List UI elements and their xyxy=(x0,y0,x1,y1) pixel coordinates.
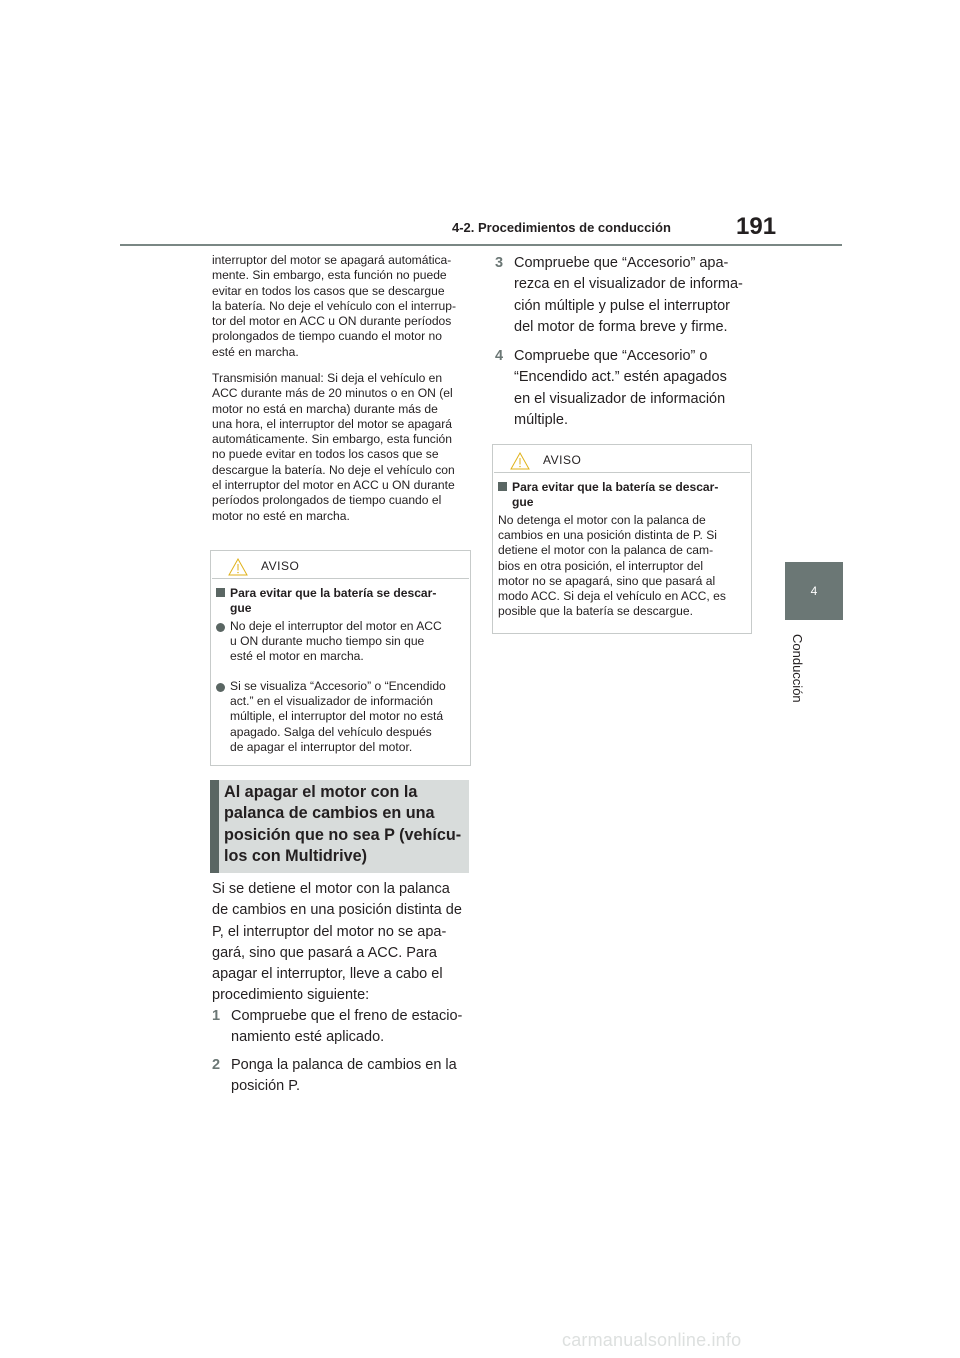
warning-icon xyxy=(510,452,530,470)
text-line: múltiple, el interruptor del motor no está xyxy=(230,709,444,724)
text-line: tor del motor en ACC u ON durante períodos xyxy=(212,314,452,329)
text-line: motor no esté en marcha. xyxy=(212,508,350,523)
watermark: carmanualsonline.info xyxy=(562,1330,742,1350)
text-line: namiento esté aplicado. xyxy=(231,1029,385,1046)
header-divider xyxy=(120,244,842,246)
aviso-divider xyxy=(212,578,469,579)
body-paragraph xyxy=(212,879,462,1007)
text-line: procedimiento siguiente: xyxy=(212,987,370,1004)
square-bullet-icon xyxy=(216,588,225,597)
aviso-bullet-2 xyxy=(230,679,446,755)
text-line: Si se visualiza “Accesorio” o “Encendido xyxy=(230,679,446,693)
chapter-label xyxy=(787,634,807,724)
text-line: del motor de forma breve y firme. xyxy=(514,318,728,335)
title-line: los con Multidrive) xyxy=(224,846,368,865)
text-line: gará, sino que pasará a ACC. Para xyxy=(212,944,437,961)
text-line: automáticamente. Sin embargo, esta función xyxy=(212,432,452,447)
text-line: no puede evitar en todos los casos que se xyxy=(212,447,439,462)
step-number: 4 xyxy=(495,348,504,364)
round-bullet-icon xyxy=(216,683,225,692)
title-line: posición que no sea P (vehícu- xyxy=(224,825,462,844)
aviso-box-right xyxy=(492,444,752,634)
text-line: Compruebe que “Accesorio” o xyxy=(514,348,708,364)
text-line: apagar el interruptor, lleve a cabo el xyxy=(212,966,443,983)
title-line: Al apagar el motor con la xyxy=(224,783,418,801)
step-number: 3 xyxy=(495,255,504,271)
section-title-text xyxy=(224,782,461,867)
step-number: 2 xyxy=(212,1057,221,1073)
aviso-heading-line: Para evitar que la batería se descar- xyxy=(230,586,437,600)
text-line: detiene el motor con la palanca de cam- xyxy=(498,543,714,558)
aviso-text xyxy=(498,513,726,619)
square-bullet-icon xyxy=(498,482,507,491)
aviso-heading xyxy=(216,586,436,616)
text-line: múltiple. xyxy=(514,411,568,428)
chapter-tab xyxy=(785,562,843,620)
intro-paragraph xyxy=(212,253,472,360)
text-line: Compruebe que “Accesorio” apa- xyxy=(514,255,729,271)
chapter-number: 4 xyxy=(810,584,818,598)
text-line: modo ACC. Si deja el vehículo en ACC, es xyxy=(498,589,726,604)
text-line: “Encendido act.” estén apagados xyxy=(514,369,727,386)
text-line: rezca en el visualizador de informa- xyxy=(514,276,743,293)
text-line: la batería. No deje el vehículo con el interrup- xyxy=(212,298,457,313)
chapter-label-text: Conducción xyxy=(790,634,805,703)
text-line: apagado. Salga del vehículo después xyxy=(230,724,432,739)
text-line: períodos prolongados de tiempo cuando el xyxy=(212,493,442,508)
text-line: motor no se apagará, sino que pasará al xyxy=(498,573,716,588)
text-line: No deje el interruptor del motor en ACC xyxy=(230,619,442,633)
aviso-heading xyxy=(498,480,718,510)
text-line: una hora, el interruptor del motor se apagará xyxy=(212,416,453,431)
round-bullet-icon xyxy=(216,623,225,632)
text-line: Compruebe que el freno de estacio- xyxy=(231,1008,463,1024)
aviso-bullet-1 xyxy=(230,619,442,665)
text-line: prolongados de tiempo cuando el motor no xyxy=(212,329,442,344)
text-line: cambios en una posición distinta de P. Si xyxy=(498,528,717,543)
aviso-divider xyxy=(494,472,750,473)
text-line: ACC durante más de 20 minutos o en ON (el xyxy=(212,386,453,401)
section-title-bar xyxy=(210,780,219,873)
text-line: el interruptor del motor en ACC u ON durante xyxy=(212,478,455,493)
text-line: descargue la batería. No deje el vehículo con xyxy=(212,462,455,477)
warning-icon xyxy=(228,558,248,576)
text-line: de cambios en una posición distinta de xyxy=(212,902,462,919)
text-line: posible que la batería se descargue. xyxy=(498,604,693,619)
text-line: Ponga la palanca de cambios en la xyxy=(231,1057,457,1073)
aviso-heading-line: gue xyxy=(230,601,252,615)
text-line: en el visualizador de información xyxy=(514,390,726,407)
aviso-label: AVISO xyxy=(543,453,582,467)
text-line: evitar en todos los casos que se descargue xyxy=(212,283,445,298)
text-line: interruptor del motor se apagará automática- xyxy=(212,253,452,267)
section-title xyxy=(210,780,469,873)
aviso-label: AVISO xyxy=(261,559,300,573)
text-line: act.” en el visualizador de información xyxy=(230,694,434,709)
page-number: 191 xyxy=(736,213,777,240)
text-line: esté en marcha. xyxy=(212,344,299,359)
text-line: esté el motor en marcha. xyxy=(230,649,364,664)
aviso-heading-line: gue xyxy=(512,495,534,509)
text-line: Si se detiene el motor con la palanca xyxy=(212,881,450,897)
section-header: 4-2. Procedimientos de conducción xyxy=(452,220,671,235)
text-line: posición P. xyxy=(231,1078,301,1095)
manual-transmission-paragraph xyxy=(212,371,472,524)
aviso-box-left xyxy=(210,550,471,766)
text-line: mente. Sin embargo, esta función no puede xyxy=(212,268,447,283)
title-line: palanca de cambios en una xyxy=(224,804,435,823)
text-line: motor no está en marcha) durante más de xyxy=(212,401,438,416)
text-line: bios en otra posición, el interruptor del xyxy=(498,558,704,573)
text-line: No detenga el motor con la palanca de xyxy=(498,513,706,527)
text-line: Transmisión manual: Si deja el vehículo en xyxy=(212,371,443,385)
text-line: P, el interruptor del motor no se apa- xyxy=(212,923,447,940)
aviso-heading-line: Para evitar que la batería se descar- xyxy=(512,480,719,494)
text-line: de apagar el interruptor del motor. xyxy=(230,739,413,754)
text-line: u ON durante mucho tiempo sin que xyxy=(230,634,425,649)
step-number: 1 xyxy=(212,1008,221,1024)
text-line: ción múltiple y pulse el interruptor xyxy=(514,297,730,314)
